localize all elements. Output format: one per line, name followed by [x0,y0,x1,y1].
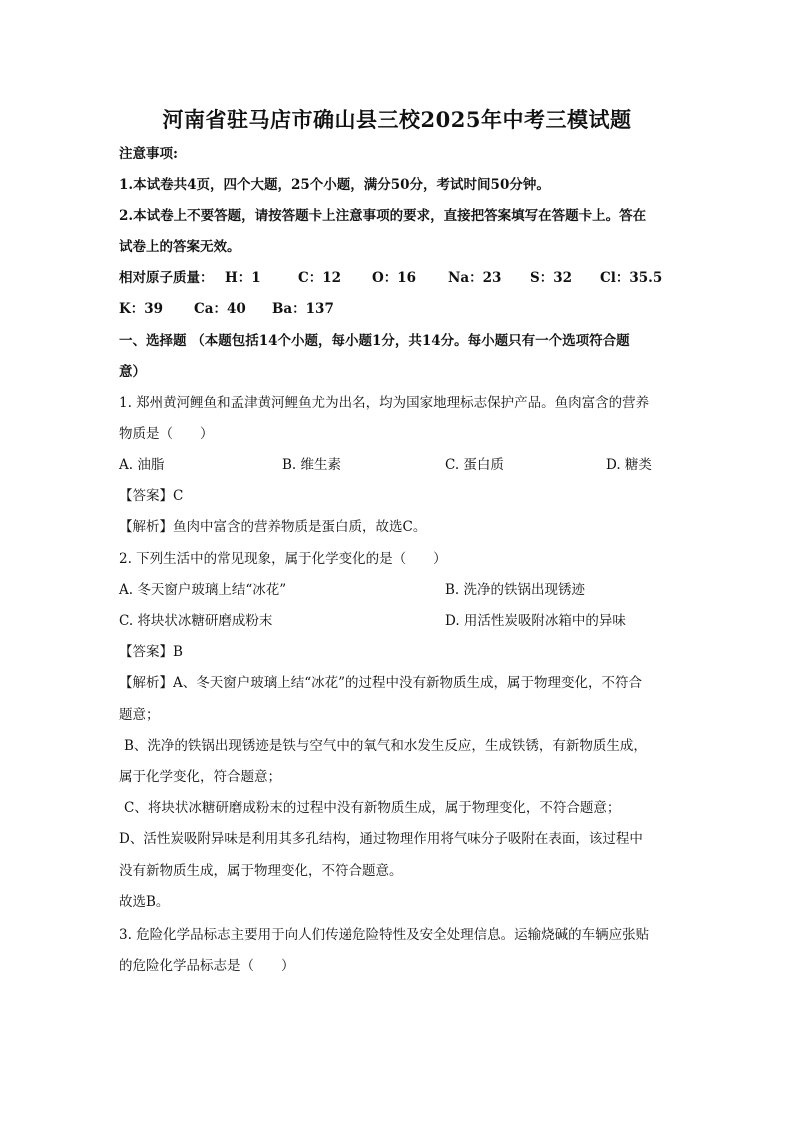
q1-option-b: B. 维生素 [282,457,342,473]
notice-item-2-line-1: 2.本试卷上不要答题，请按答题卡上注意事项的要求，直接把答案填写在答题卡上。答在 [119,208,647,224]
q3-stem-line-1: 3. 危险化学品标志主要用于向人们传递危险特性及安全处理信息。运输烧碱的车辆应张贴 [119,927,650,943]
q2-analysis-line-8: 故选B。 [119,894,170,910]
atomic-mass-ca: Ca：40 [194,301,246,317]
q2-analysis-line-2: 题意； [119,707,160,723]
atomic-mass-ba: Ba：137 [272,301,334,317]
q2-option-d: D. 用活性炭吸附冰箱中的异味 [445,613,626,629]
page-title: 河南省驻马店市确山县三校2025年中考三模试题 [162,107,632,132]
atomic-mass-o: O：16 [372,270,417,286]
atomic-mass-k: K：39 [119,301,164,317]
q2-analysis-line-5: C、将块状冰糖研磨成粉末的过程中没有新物质生成，属于物理变化，不符合题意； [124,800,621,816]
q2-option-a: A. 冬天窗户玻璃上结“冰花” [119,582,287,598]
q2-option-b: B. 洗净的铁锅出现锈迹 [445,582,586,598]
q3-stem-line-2: 的危险化学品标志是（ ） [119,958,295,974]
q2-stem: 2. 下列生活中的常见现象，属于化学变化的是（ ） [119,551,447,567]
q2-analysis-line-1: 【解析】A、冬天窗户玻璃上结“冰花”的过程中没有新物质生成，属于物理变化，不符合 [119,675,643,691]
atomic-mass-na: Na：23 [448,270,502,286]
q1-option-c: C. 蛋白质 [445,457,504,473]
q2-answer: 【答案】B [119,644,183,660]
section-heading-line-2: 意） [119,364,146,380]
notice-item-1: 1.本试卷共4页，四个大题，25个小题，满分50分，考试时间50分钟。 [119,177,550,193]
q2-analysis-line-3: B、洗净的铁锅出现锈迹是铁与空气中的氧气和水发生反应，生成铁锈，有新物质生成， [124,738,647,754]
section-heading-line-1: 一、选择题 （本题包括14个小题，每小题1分，共14分。每小题只有一个选项符合题 [119,333,630,349]
atomic-mass-label: 相对原子质量： [119,270,214,286]
q1-stem-line-1: 1. 郑州黄河鲤鱼和孟津黄河鲤鱼尤为出名，均为国家地理标志保护产品。鱼肉富含的营养 [119,395,650,411]
q1-stem-line-2: 物质是（ ） [119,426,214,442]
q2-analysis-line-6: D、活性炭吸附异味是利用其多孔结构，通过物理作用将气味分子吸附在表面，该过程中 [119,831,643,847]
notice-heading: 注意事项: [119,146,178,162]
q1-analysis: 【解析】鱼肉中富含的营养物质是蛋白质，故选C。 [119,519,427,535]
atomic-mass-h: H：1 [225,270,261,286]
q2-analysis-line-4: 属于化学变化，符合题意； [119,769,281,785]
notice-item-2-line-2: 试卷上的答案无效。 [119,239,241,255]
q2-analysis-line-7: 没有新物质生成，属于物理变化，不符合题意。 [119,863,403,879]
atomic-mass-cl: Cl：35.5 [600,270,663,286]
q1-answer: 【答案】C [119,488,184,504]
q2-option-c: C. 将块状冰糖研磨成粉末 [119,613,273,629]
q1-option-d: D. 糖类 [606,457,652,473]
atomic-mass-c: C：12 [298,270,342,286]
q1-option-a: A. 油脂 [119,457,165,473]
atomic-mass-s: S：32 [530,270,573,286]
